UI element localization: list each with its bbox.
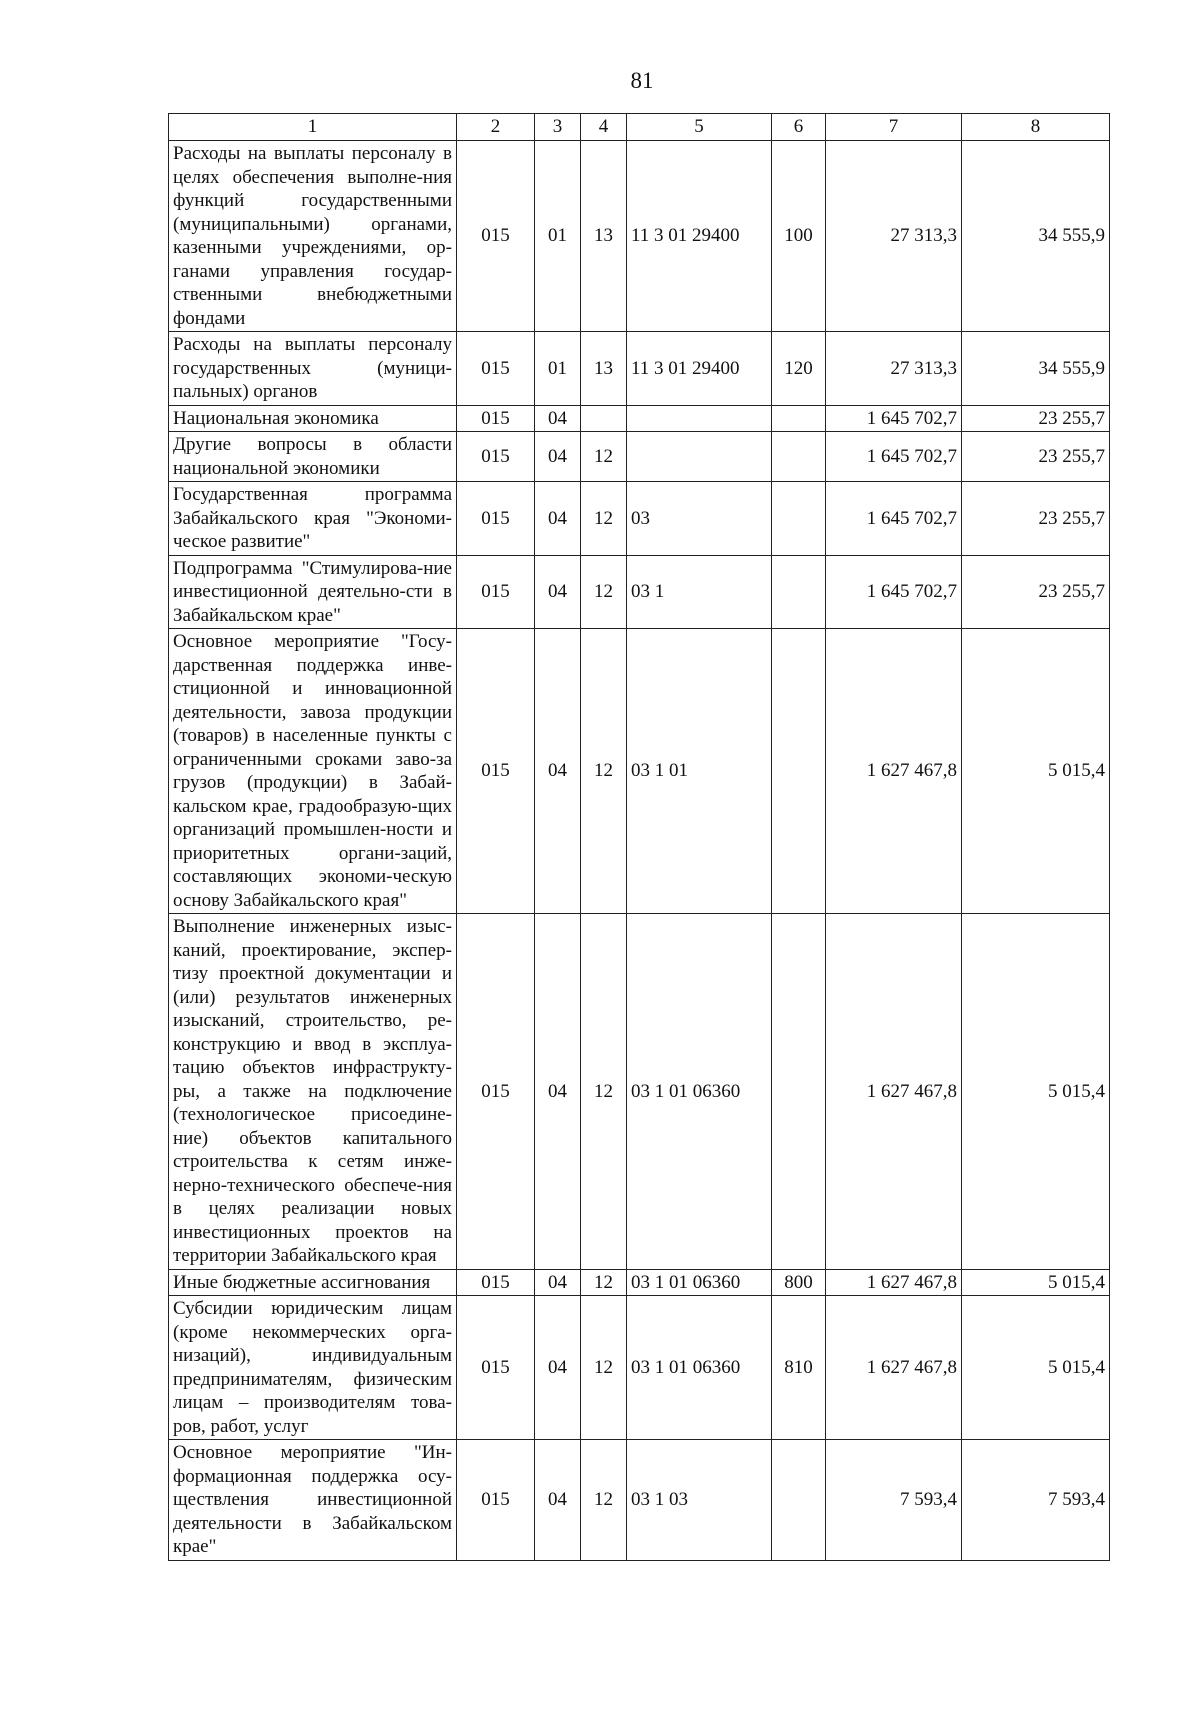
- column-header: 4: [581, 114, 627, 141]
- amount-year-2: 34 555,9: [962, 332, 1110, 406]
- amount-year-1: 1 645 702,7: [826, 405, 962, 432]
- amount-year-2: 5 015,4: [962, 1269, 1110, 1296]
- expense-name: Другие вопросы в области национальной экономики: [169, 432, 457, 482]
- table-row: [169, 405, 1110, 432]
- expense-name: Иные бюджетные ассигнования: [169, 1269, 457, 1296]
- expense-name: Государственная программа Забайкальского края "Экономи-ческое развитие": [169, 482, 457, 556]
- subsection-code: [581, 405, 627, 432]
- amount-year-1: 1 645 702,7: [826, 432, 962, 482]
- amount-year-2: 23 255,7: [962, 482, 1110, 556]
- subsection-code: 12: [581, 482, 627, 556]
- amount-year-2: 7 593,4: [962, 1440, 1110, 1561]
- target-article-code: [627, 405, 772, 432]
- section-code: 01: [535, 332, 581, 406]
- section-code: 04: [535, 1269, 581, 1296]
- expense-type-code: [772, 914, 826, 1270]
- column-header: 6: [772, 114, 826, 141]
- subsection-code: 12: [581, 914, 627, 1270]
- amount-year-1: 1 627 467,8: [826, 1296, 962, 1440]
- section-code: 04: [535, 555, 581, 629]
- amount-year-2: 5 015,4: [962, 629, 1110, 914]
- amount-year-2: 5 015,4: [962, 914, 1110, 1270]
- column-header: 5: [627, 114, 772, 141]
- amount-year-1: 1 627 467,8: [826, 1269, 962, 1296]
- expense-type-code: [772, 1440, 826, 1561]
- section-code: 01: [535, 141, 581, 332]
- expense-type-code: 100: [772, 141, 826, 332]
- ministry-code: 015: [457, 405, 535, 432]
- ministry-code: 015: [457, 482, 535, 556]
- section-code: 04: [535, 405, 581, 432]
- ministry-code: 015: [457, 1269, 535, 1296]
- target-article-code: 03: [627, 482, 772, 556]
- target-article-code: 03 1 01: [627, 629, 772, 914]
- ministry-code: 015: [457, 1296, 535, 1440]
- target-article-code: 03 1 01 06360: [627, 914, 772, 1270]
- amount-year-1: 1 645 702,7: [826, 555, 962, 629]
- expense-name: Подпрограмма "Стимулирова-ние инвестиционной деятельно-сти в Забайкальском крае": [169, 555, 457, 629]
- target-article-code: 11 3 01 29400: [627, 332, 772, 406]
- amount-year-1: 1 627 467,8: [826, 914, 962, 1270]
- table-row: [169, 914, 1110, 1270]
- column-header: 7: [826, 114, 962, 141]
- ministry-code: 015: [457, 332, 535, 406]
- target-article-code: 03 1: [627, 555, 772, 629]
- column-header: 8: [962, 114, 1110, 141]
- budget-table: [168, 113, 1110, 1561]
- target-article-code: 03 1 03: [627, 1440, 772, 1561]
- subsection-code: 12: [581, 1440, 627, 1561]
- expense-type-code: 810: [772, 1296, 826, 1440]
- ministry-code: 015: [457, 432, 535, 482]
- amount-year-2: 23 255,7: [962, 405, 1110, 432]
- column-header: 2: [457, 114, 535, 141]
- table-header-row: [169, 114, 1110, 141]
- table-row: [169, 432, 1110, 482]
- subsection-code: 12: [581, 555, 627, 629]
- ministry-code: 015: [457, 141, 535, 332]
- expense-name: Выполнение инженерных изыс-каний, проектирование, экспер-тизу проектной документации и (или) результатов инженерных изысканий, строительство, ре-конструкцию и ввод в эксплуа-тацию объектов инфраструкту-ры, а также на подключение (технологическое присоедине-ние) объектов капитального строительства к сетям инже-нерно-технического обеспече-ния в целях реализации новых инвестиционных проектов на территории Забайкальского края: [169, 914, 457, 1270]
- subsection-code: 12: [581, 629, 627, 914]
- amount-year-1: 1 627 467,8: [826, 629, 962, 914]
- table-row: [169, 1296, 1110, 1440]
- column-header: 3: [535, 114, 581, 141]
- expense-name: Расходы на выплаты персоналу государственных (муници-пальных) органов: [169, 332, 457, 406]
- section-code: 04: [535, 629, 581, 914]
- amount-year-1: 27 313,3: [826, 141, 962, 332]
- amount-year-1: 27 313,3: [826, 332, 962, 406]
- target-article-code: 03 1 01 06360: [627, 1296, 772, 1440]
- subsection-code: 12: [581, 1269, 627, 1296]
- section-code: 04: [535, 914, 581, 1270]
- subsection-code: 13: [581, 332, 627, 406]
- expense-name: Расходы на выплаты персоналу в целях обеспечения выполне-ния функций государственными (муниципальными) органами, казенными учреждениями, ор-ганами управления государ-ственными внебюджетными фондами: [169, 141, 457, 332]
- target-article-code: [627, 432, 772, 482]
- amount-year-2: 5 015,4: [962, 1296, 1110, 1440]
- table-row: [169, 482, 1110, 556]
- expense-type-code: [772, 555, 826, 629]
- amount-year-2: 34 555,9: [962, 141, 1110, 332]
- table-row: [169, 1440, 1110, 1561]
- expense-type-code: [772, 405, 826, 432]
- table-row: [169, 1269, 1110, 1296]
- expense-name: Национальная экономика: [169, 405, 457, 432]
- expense-type-code: [772, 432, 826, 482]
- section-code: 04: [535, 432, 581, 482]
- expense-type-code: 800: [772, 1269, 826, 1296]
- ministry-code: 015: [457, 629, 535, 914]
- section-code: 04: [535, 482, 581, 556]
- amount-year-2: 23 255,7: [962, 432, 1110, 482]
- subsection-code: 12: [581, 432, 627, 482]
- section-code: 04: [535, 1296, 581, 1440]
- ministry-code: 015: [457, 914, 535, 1270]
- subsection-code: 12: [581, 1296, 627, 1440]
- table-row: [169, 141, 1110, 332]
- column-header: 1: [169, 114, 457, 141]
- amount-year-1: 1 645 702,7: [826, 482, 962, 556]
- target-article-code: 11 3 01 29400: [627, 141, 772, 332]
- expense-type-code: 120: [772, 332, 826, 406]
- ministry-code: 015: [457, 555, 535, 629]
- subsection-code: 13: [581, 141, 627, 332]
- expense-name: Основное мероприятие "Госу-дарственная поддержка инве-стиционной и инновационной деятельности, завоза продукции (товаров) в населенные пункты с ограниченными сроками заво-за грузов (продукции) в Забай-кальском крае, градообразую-щих организаций промышлен-ности и приоритетных органи-заций, составляющих экономи-ческую основу Забайкальского края": [169, 629, 457, 914]
- section-code: 04: [535, 1440, 581, 1561]
- expense-name: Основное мероприятие "Ин-формационная поддержка осу-ществления инвестиционной деятельности в Забайкальском крае": [169, 1440, 457, 1561]
- table-row: [169, 332, 1110, 406]
- amount-year-2: 23 255,7: [962, 555, 1110, 629]
- ministry-code: 015: [457, 1440, 535, 1561]
- table-row: [169, 555, 1110, 629]
- expense-type-code: [772, 629, 826, 914]
- table-row: [169, 629, 1110, 914]
- amount-year-1: 7 593,4: [826, 1440, 962, 1561]
- page-number: 81: [630, 68, 654, 93]
- target-article-code: 03 1 01 06360: [627, 1269, 772, 1296]
- expense-name: Субсидии юридическим лицам (кроме некоммерческих орга-низаций), индивидуальным предпринимателям, физическим лицам – производителям това-ров, работ, услуг: [169, 1296, 457, 1440]
- expense-type-code: [772, 482, 826, 556]
